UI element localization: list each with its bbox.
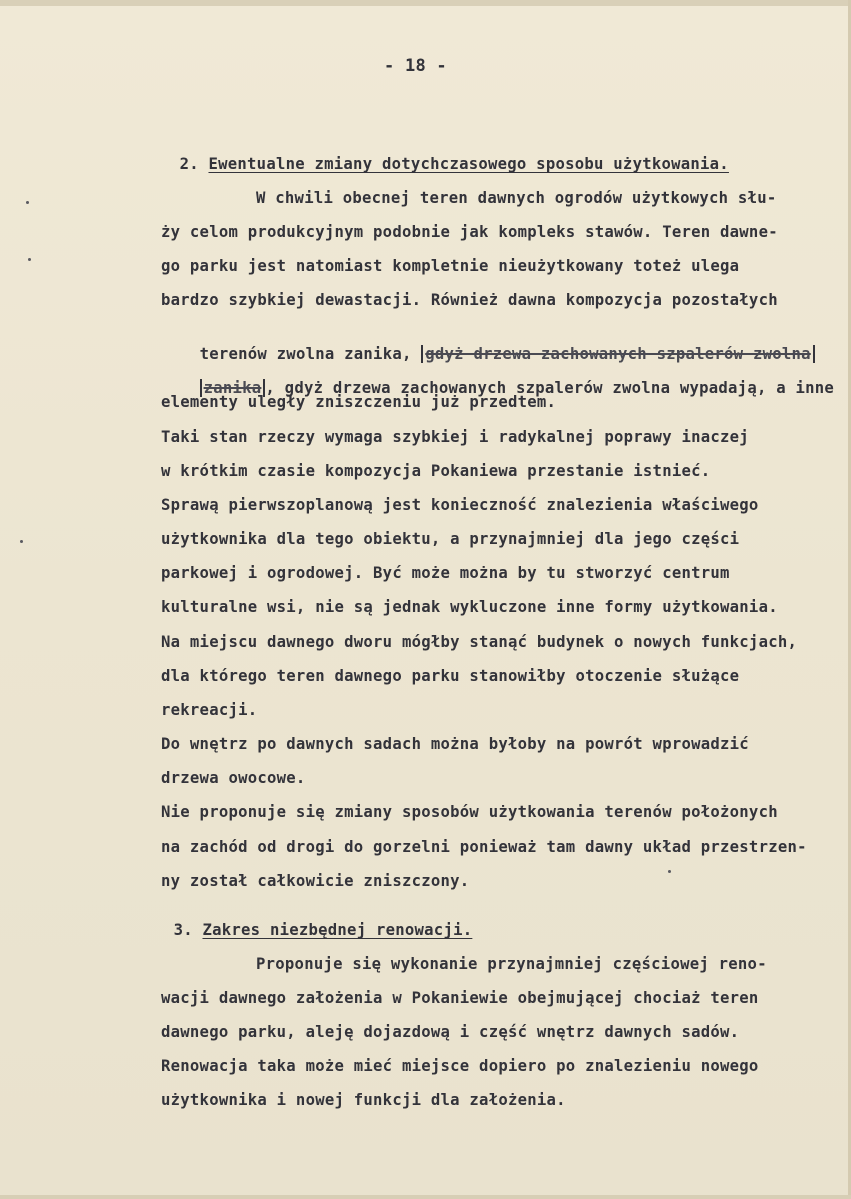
paragraph-line: ży celom produkcyjnym podobnie jak kompleks stawów. Teren dawne-: [161, 223, 778, 241]
struck-text: gdyż drzewa zachowanych szpalerów zwolna: [421, 345, 815, 363]
paragraph-line: dla którego teren dawnego parku stanowiłby otoczenie służące: [161, 667, 740, 685]
struck-text: zanika: [200, 379, 266, 397]
section-2-heading: [141, 134, 729, 194]
paragraph-line: Renowacja taka może mieć miejsce dopiero po znalezieniu nowego: [161, 1057, 759, 1075]
paragraph-line: Sprawą pierwszoplanową jest konieczność znalezienia właściwego: [161, 496, 759, 514]
paragraph-line: na zachód od drogi do gorzelni ponieważ tam dawny układ przestrzen-: [161, 838, 807, 856]
paragraph-line: Nie proponuje się zmiany sposobów użytkowania terenów położonych: [161, 803, 778, 821]
paragraph-line: drzewa owocowe.: [161, 769, 306, 787]
page-edge-top: [0, 0, 851, 6]
paragraph-line: W chwili obecnej teren dawnych ogrodów użytkowych słu-: [256, 189, 777, 207]
paragraph-line: elementy uległy zniszczeniu już przedtem.: [161, 393, 557, 411]
paragraph-line: parkowej i ogrodowej. Być może można by tu stworzyć centrum: [161, 564, 730, 582]
paragraph-line: w krótkim czasie kompozycja Pokaniewa przestanie istnieć.: [161, 462, 711, 480]
paragraph-line: wacji dawnego założenia w Pokaniewie obejmującej chociaż teren: [161, 989, 759, 1007]
paragraph-line: ny został całkowicie zniszczony.: [161, 872, 470, 890]
paragraph-line: rekreacji.: [161, 701, 258, 719]
section-3-heading: [135, 900, 472, 960]
paragraph-line: Na miejscu dawnego dworu mógłby stanąć budynek o nowych funkcjach,: [161, 633, 798, 651]
margin-mark: [28, 258, 31, 261]
margin-mark: [26, 201, 29, 204]
paragraph-line: dawnego parku, aleję dojazdową i część wnętrz dawnych sadów.: [161, 1023, 740, 1041]
paragraph-line: użytkownika dla tego obiektu, a przynajmniej dla jego części: [161, 530, 740, 548]
paragraph-line: Proponuje się wykonanie przynajmniej częściowej reno-: [256, 955, 767, 973]
margin-mark: [668, 870, 671, 873]
line-text: , gdyż drzewa zachowanych szpalerów zwolna wypadają, a inne: [265, 379, 835, 397]
section-2-number: 2.: [179, 155, 199, 173]
page-edge-bottom: [0, 1195, 851, 1199]
paragraph-line: kulturalne wsi, nie są jednak wykluczone inne formy użytkowania.: [161, 598, 778, 616]
line-text: terenów zwolna zanika,: [199, 345, 412, 363]
paragraph-line: użytkownika i nowej funkcji dla założenia.: [161, 1091, 566, 1109]
section-3-title: Zakres niezbędnej renowacji.: [202, 921, 473, 939]
section-2-title: Ewentualne zmiany dotychczasowego sposobu użytkowania.: [208, 155, 729, 173]
margin-mark: [20, 540, 23, 543]
section-3-number: 3.: [173, 921, 193, 939]
paragraph-line: go parku jest natomiast kompletnie nieużytkowany toteż ulega: [161, 257, 740, 275]
page-number: - 18 -: [384, 56, 447, 76]
paragraph-line: Do wnętrz po dawnych sadach można byłoby na powrót wprowadzić: [161, 735, 749, 753]
paragraph-line: bardzo szybkiej dewastacji. Również dawna kompozycja pozostałych: [161, 291, 778, 309]
paragraph-line: Taki stan rzeczy wymaga szybkiej i radykalnej poprawy inaczej: [161, 428, 749, 446]
